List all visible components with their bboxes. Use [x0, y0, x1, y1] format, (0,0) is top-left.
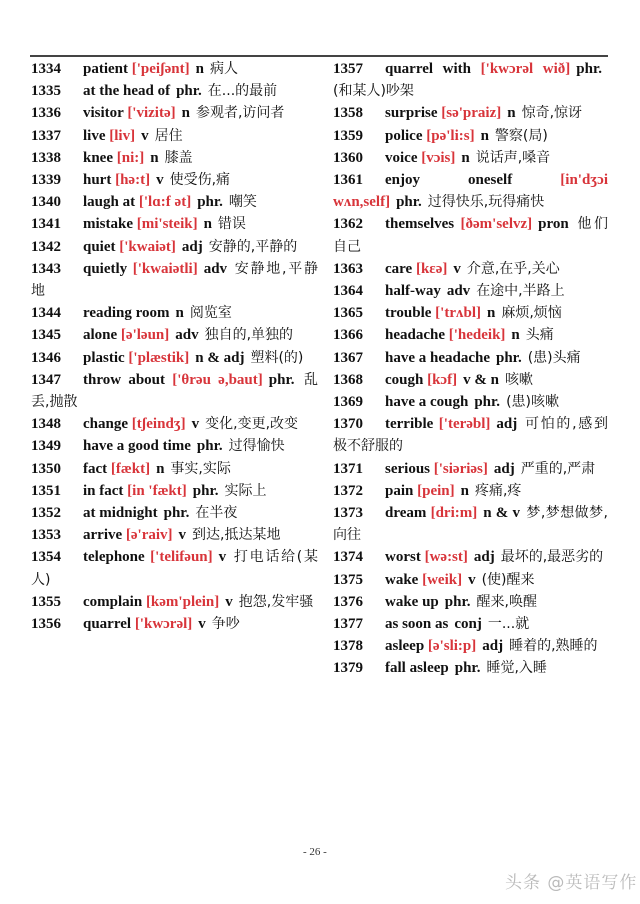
entry-meaning: 使受伤,痛: [169, 172, 231, 189]
entry-part-of-speech: adv: [446, 283, 471, 300]
vocab-entry: [31, 258, 318, 302]
entry-word: half-way: [385, 283, 441, 300]
vocab-entry: [333, 635, 608, 657]
entry-number: 1374: [333, 549, 363, 566]
entry-word: have a good time: [83, 438, 191, 455]
entry-phonetic: [dri:m]: [430, 505, 478, 522]
vocab-entry: [333, 413, 608, 457]
entry-number: 1344: [31, 305, 61, 322]
entry-part-of-speech: v: [191, 416, 200, 433]
entry-meaning: 惊奇,惊讶: [521, 105, 583, 122]
entry-phonetic: ['kwɔrəl]: [134, 616, 193, 633]
entry-meaning: 安静地,平静地: [31, 260, 319, 300]
entry-number: 1377: [333, 616, 363, 633]
entry-part-of-speech: adj: [181, 238, 203, 255]
entry-phonetic: [ðəm'selvz]: [460, 216, 533, 233]
entry-part-of-speech: n: [486, 305, 496, 322]
entry-part-of-speech: adj: [496, 416, 518, 433]
entry-meaning: 咳嗽: [504, 371, 533, 388]
entry-part-of-speech: phr.: [192, 482, 219, 499]
entry-number: 1366: [333, 327, 363, 344]
entry-meaning: 一...就: [487, 616, 530, 633]
entry-meaning: 麻烦,烦恼: [501, 305, 562, 322]
entry-meaning: 介意,在乎,关心: [466, 260, 560, 277]
entry-word: worst: [385, 549, 421, 566]
entry-part-of-speech: n: [156, 460, 165, 477]
entry-word: patient: [83, 61, 128, 77]
entry-part-of-speech: v: [198, 616, 206, 633]
entry-phonetic: [ə'sli:p]: [427, 638, 477, 655]
vocab-entry: [31, 369, 318, 413]
vocab-entry: [333, 391, 608, 413]
entry-word: serious: [385, 460, 430, 477]
entry-part-of-speech: n: [511, 327, 520, 344]
entry-meaning: 到达,抵达某地: [192, 527, 281, 544]
entry-meaning: 在途中,半路上: [476, 283, 565, 300]
entry-number: 1349: [31, 438, 61, 455]
entry-meaning: 事实,实际: [170, 460, 231, 477]
entry-phonetic: [vɔis]: [421, 149, 456, 166]
entry-meaning: 警察(局): [494, 127, 548, 144]
entry-word: quiet: [83, 238, 116, 255]
entry-part-of-speech: n: [175, 305, 184, 322]
entry-part-of-speech: v: [178, 527, 187, 544]
entry-part-of-speech: phr.: [576, 61, 602, 77]
entry-number: 1375: [333, 571, 363, 588]
entry-number: 1347: [31, 371, 61, 388]
entry-word: at the head of: [83, 83, 171, 100]
entry-word: laugh at: [83, 194, 136, 211]
vocab-entry: [333, 369, 608, 391]
entry-meaning: 塑料(的): [250, 349, 304, 366]
entry-number: 1343: [31, 260, 61, 277]
entry-number: 1379: [333, 660, 363, 677]
entry-meaning: 打电话给(某人): [31, 549, 318, 588]
entry-phonetic: [in 'fækt]: [127, 482, 187, 499]
entry-part-of-speech: phr.: [444, 593, 471, 610]
entry-word: reading room: [83, 305, 170, 322]
entry-word: alone: [83, 327, 118, 344]
entry-part-of-speech: adj: [482, 638, 504, 655]
entry-phonetic: [in'dʒɔi wʌn,self]: [333, 172, 608, 211]
entry-word: themselves: [385, 216, 455, 233]
entry-number: 1370: [333, 416, 363, 433]
vocab-entry: [333, 458, 608, 480]
entry-part-of-speech: v: [218, 549, 227, 566]
entry-phonetic: [wə:st]: [424, 549, 468, 566]
entry-number: 1360: [333, 149, 363, 166]
entry-number: 1367: [333, 349, 363, 366]
entry-number: 1355: [31, 593, 61, 610]
entry-part-of-speech: adj: [493, 460, 515, 477]
entry-word: enjoy oneself: [385, 172, 513, 189]
entry-part-of-speech: v: [225, 593, 233, 610]
entry-meaning: 变化,变更,改变: [205, 416, 299, 433]
vocab-entry: [333, 347, 608, 369]
entry-word: wake up: [385, 593, 439, 610]
vocab-entry: [333, 324, 608, 346]
vocab-entry: [31, 546, 318, 590]
entry-word: knee: [83, 149, 113, 166]
vocab-entry: [333, 569, 608, 591]
entry-part-of-speech: phr.: [474, 394, 501, 411]
entry-meaning: 嘲笑: [228, 194, 257, 211]
entry-phonetic: [sə'praiz]: [441, 105, 502, 122]
entry-phonetic: [hə:t]: [115, 172, 151, 189]
entry-meaning: 居住: [154, 127, 183, 144]
vocab-entry: [333, 613, 608, 635]
entry-word: headache: [385, 327, 445, 344]
entry-phonetic: [liv]: [109, 127, 136, 144]
entry-part-of-speech: n: [460, 482, 469, 499]
vocab-entry: [31, 147, 318, 169]
entry-phonetic: ['lɑ:f ət]: [138, 194, 192, 211]
entry-meaning: 过得愉快: [228, 438, 285, 455]
entry-part-of-speech: adj: [473, 549, 495, 566]
entry-number: 1342: [31, 238, 61, 255]
entry-number: 1361: [333, 172, 363, 189]
watermark: 头条 @英语写作: [505, 873, 638, 893]
entry-meaning: 乱丢,抛散: [31, 371, 318, 411]
entry-part-of-speech: n: [195, 61, 204, 77]
entry-meaning: 争吵: [211, 616, 240, 633]
vocab-entry: [31, 102, 318, 124]
vocab-entry: [31, 324, 318, 346]
entry-part-of-speech: conj: [454, 616, 482, 633]
entry-number: 1356: [31, 616, 61, 633]
entry-word: terrible: [385, 416, 434, 433]
entry-part-of-speech: phr.: [163, 505, 190, 522]
entry-word: cough: [385, 371, 424, 388]
right-column: [333, 58, 608, 680]
entry-number: 1357: [333, 61, 363, 77]
entry-number: 1336: [31, 105, 61, 122]
entry-phonetic: [ə'raiv]: [125, 527, 173, 544]
entry-number: 1363: [333, 260, 363, 277]
entry-part-of-speech: n: [507, 105, 516, 122]
entry-phonetic: [fækt]: [110, 460, 151, 477]
entry-word: dream: [385, 505, 427, 522]
entry-part-of-speech: phr.: [197, 194, 223, 211]
vocab-entry: [31, 613, 318, 635]
entry-word: voice: [385, 149, 418, 166]
entry-phonetic: [kəm'plein]: [145, 593, 220, 610]
vocab-entry: [31, 413, 318, 435]
entry-number: 1350: [31, 460, 61, 477]
entry-number: 1352: [31, 505, 61, 522]
entry-part-of-speech: v: [453, 260, 461, 277]
vocab-entry: [333, 102, 608, 124]
entry-word: asleep: [385, 638, 425, 655]
vocab-entry: [333, 147, 608, 169]
vocab-entry: [31, 458, 318, 480]
entry-word: pain: [385, 482, 414, 499]
entry-word: surprise: [385, 105, 438, 122]
entry-word: mistake: [83, 216, 133, 233]
entry-number: 1335: [31, 83, 61, 100]
entry-word: at midnight: [83, 505, 158, 522]
entry-meaning: 醒来,唤醒: [476, 593, 537, 610]
vocab-entry: [31, 347, 318, 369]
vocab-entry: [31, 302, 318, 324]
entry-meaning: 独自的,单独的: [204, 327, 294, 344]
entry-meaning: 可怕的,感到极不舒服的: [333, 416, 609, 455]
entry-number: 1348: [31, 416, 61, 433]
entry-number: 1359: [333, 127, 363, 144]
entry-number: 1372: [333, 482, 363, 499]
entry-word: arrive: [83, 527, 123, 544]
vocab-entry: [333, 546, 608, 568]
entry-number: 1339: [31, 172, 61, 189]
entry-meaning: 阅览室: [189, 305, 232, 322]
vocab-entry: [333, 480, 608, 502]
entry-part-of-speech: phr.: [176, 83, 202, 100]
entry-phonetic: ['kwɔrəl wið]: [480, 61, 571, 77]
vocab-entry: [31, 169, 318, 191]
entry-phonetic: [pə'li:s]: [426, 127, 475, 144]
entry-part-of-speech: v: [468, 571, 476, 588]
entry-word: visitor: [83, 105, 124, 122]
entry-number: 1365: [333, 305, 363, 322]
entry-word: trouble: [385, 305, 432, 322]
entry-number: 1341: [31, 216, 61, 233]
vocab-entry: [31, 80, 318, 102]
entry-meaning: (患)咳嗽: [506, 394, 559, 411]
entry-word: quarrel: [83, 616, 132, 633]
vocab-entry: [31, 213, 318, 235]
vocab-entry: [333, 169, 608, 213]
entry-number: 1351: [31, 482, 61, 499]
entry-phonetic: ['vizitə]: [127, 105, 176, 122]
entry-number: 1338: [31, 149, 61, 166]
entry-word: complain: [83, 593, 143, 610]
vocab-entry: [333, 591, 608, 613]
entry-part-of-speech: adv: [203, 260, 228, 277]
entry-meaning: 参观者,访问者: [195, 105, 285, 122]
entry-meaning: 疼痛,疼: [474, 482, 522, 499]
entry-phonetic: [mi'steik]: [136, 216, 198, 233]
entry-word: have a cough: [385, 394, 469, 411]
vocab-entry: [333, 502, 608, 546]
entry-meaning: (和某人)吵架: [333, 83, 414, 100]
vocab-entry: [31, 524, 318, 546]
entry-meaning: (患)头痛: [527, 349, 581, 366]
vocab-entry: [31, 191, 318, 213]
entry-word: fact: [83, 460, 108, 477]
entry-meaning: 在半夜: [195, 505, 238, 522]
entry-word: as soon as: [385, 616, 449, 633]
entry-meaning: 安静的,平静的: [208, 238, 298, 255]
entry-meaning: 病人: [209, 61, 238, 77]
entry-number: 1346: [31, 349, 61, 366]
entry-phonetic: ['trʌbl]: [435, 305, 481, 322]
entry-phonetic: ['kwaiət]: [119, 238, 176, 255]
entry-part-of-speech: v: [156, 172, 164, 189]
vocab-entry: [31, 480, 318, 502]
entry-number: 1371: [333, 460, 363, 477]
entry-phonetic: [kɔf]: [427, 371, 458, 388]
entry-part-of-speech: n: [181, 105, 190, 122]
entry-part-of-speech: v & n: [463, 371, 499, 388]
vocab-entry: [333, 657, 608, 679]
entry-part-of-speech: adv: [175, 327, 199, 344]
entry-word: care: [385, 260, 413, 277]
vocab-entry: [31, 591, 318, 613]
entry-part-of-speech: n: [480, 127, 489, 144]
entry-meaning: 错误: [217, 216, 246, 233]
entry-phonetic: [kεə]: [415, 260, 448, 277]
vocab-entry: [333, 280, 608, 302]
entry-meaning: 严重的,严肃: [520, 460, 596, 477]
entry-number: 1340: [31, 194, 61, 211]
page-number: - 26 -: [303, 846, 327, 858]
top-rule: [30, 55, 608, 57]
entry-phonetic: ['peiʃənt]: [131, 61, 190, 77]
entry-meaning: 说话声,嗓音: [475, 149, 551, 166]
entry-part-of-speech: n: [203, 216, 212, 233]
entry-part-of-speech: phr.: [196, 438, 223, 455]
entry-phonetic: [ni:]: [116, 149, 145, 166]
entry-part-of-speech: n: [150, 149, 159, 166]
entry-meaning: 在...的最前: [207, 83, 278, 100]
entry-number: 1364: [333, 283, 363, 300]
vocab-entry: [31, 58, 318, 80]
entry-number: 1334: [31, 61, 61, 77]
entry-part-of-speech: v: [141, 127, 149, 144]
entry-number: 1362: [333, 216, 363, 233]
entry-word: live: [83, 127, 106, 144]
entry-number: 1354: [31, 549, 61, 566]
entry-word: quietly: [83, 260, 128, 277]
entry-meaning: 头痛: [525, 327, 554, 344]
entry-number: 1337: [31, 127, 61, 144]
entry-meaning: 实际上: [224, 482, 267, 499]
entry-word: plastic: [83, 349, 125, 366]
entry-phonetic: [pein]: [417, 482, 455, 499]
entry-meaning: 最坏的,最恶劣的: [500, 549, 604, 566]
entry-phonetic: ['hedeik]: [448, 327, 506, 344]
entry-word: police: [385, 127, 423, 144]
entry-part-of-speech: phr.: [396, 194, 422, 211]
entry-part-of-speech: phr.: [268, 371, 295, 388]
entry-word: wake: [385, 571, 419, 588]
entry-word: telephone: [83, 549, 145, 566]
entry-part-of-speech: phr.: [496, 349, 522, 366]
entry-word: throw about: [83, 371, 165, 388]
entry-part-of-speech: phr.: [454, 660, 481, 677]
vocab-entry: [31, 125, 318, 147]
entry-number: 1378: [333, 638, 363, 655]
entry-meaning: 睡觉,入睡: [486, 660, 547, 677]
entry-phonetic: ['siəriəs]: [433, 460, 488, 477]
entry-phonetic: ['plæstik]: [128, 349, 190, 366]
entry-meaning: 他们自己: [333, 216, 608, 255]
left-column: [31, 58, 318, 635]
entry-word: have a headache: [385, 349, 490, 366]
entry-phonetic: ['telifəun]: [150, 549, 213, 566]
entry-number: 1369: [333, 394, 363, 411]
vocab-entry: [333, 58, 608, 102]
entry-word: in fact: [83, 482, 124, 499]
vocab-entry: [31, 435, 318, 457]
entry-part-of-speech: pron: [538, 216, 569, 233]
entry-part-of-speech: n & adj: [195, 349, 245, 366]
entry-phonetic: [ə'ləun]: [120, 327, 170, 344]
entry-number: 1345: [31, 327, 61, 344]
vocab-entry: [31, 502, 318, 524]
entry-number: 1373: [333, 505, 363, 522]
entry-number: 1376: [333, 593, 363, 610]
entry-part-of-speech: n & v: [483, 505, 520, 522]
entry-meaning: (使)醒来: [481, 571, 535, 588]
entry-meaning: 梦,梦想做梦,向往: [333, 505, 609, 544]
entry-word: quarrel with: [385, 61, 472, 77]
entry-phonetic: ['kwaiətli]: [132, 260, 198, 277]
entry-part-of-speech: n: [461, 149, 470, 166]
entry-word: fall asleep: [385, 660, 449, 677]
entry-number: 1368: [333, 371, 363, 388]
vocab-entry: [333, 302, 608, 324]
vocab-entry: [333, 125, 608, 147]
entry-meaning: 膝盖: [164, 149, 193, 166]
entry-word: hurt: [83, 172, 112, 189]
entry-phonetic: [tʃeindʒ]: [131, 416, 186, 433]
entry-word: change: [83, 416, 128, 433]
vocab-entry: [31, 236, 318, 258]
entry-phonetic: ['terəbl]: [438, 416, 491, 433]
entry-number: 1353: [31, 527, 61, 544]
vocab-entry: [333, 213, 608, 257]
entry-meaning: 睡着的,熟睡的: [509, 638, 598, 655]
entry-phonetic: [weik]: [422, 571, 463, 588]
entry-phonetic: ['θrəu ə,baut]: [172, 371, 263, 388]
entry-meaning: 抱怨,发牢骚: [238, 593, 314, 610]
entry-number: 1358: [333, 105, 363, 122]
entry-meaning: 过得快乐,玩得痛快: [427, 194, 545, 211]
vocab-entry: [333, 258, 608, 280]
